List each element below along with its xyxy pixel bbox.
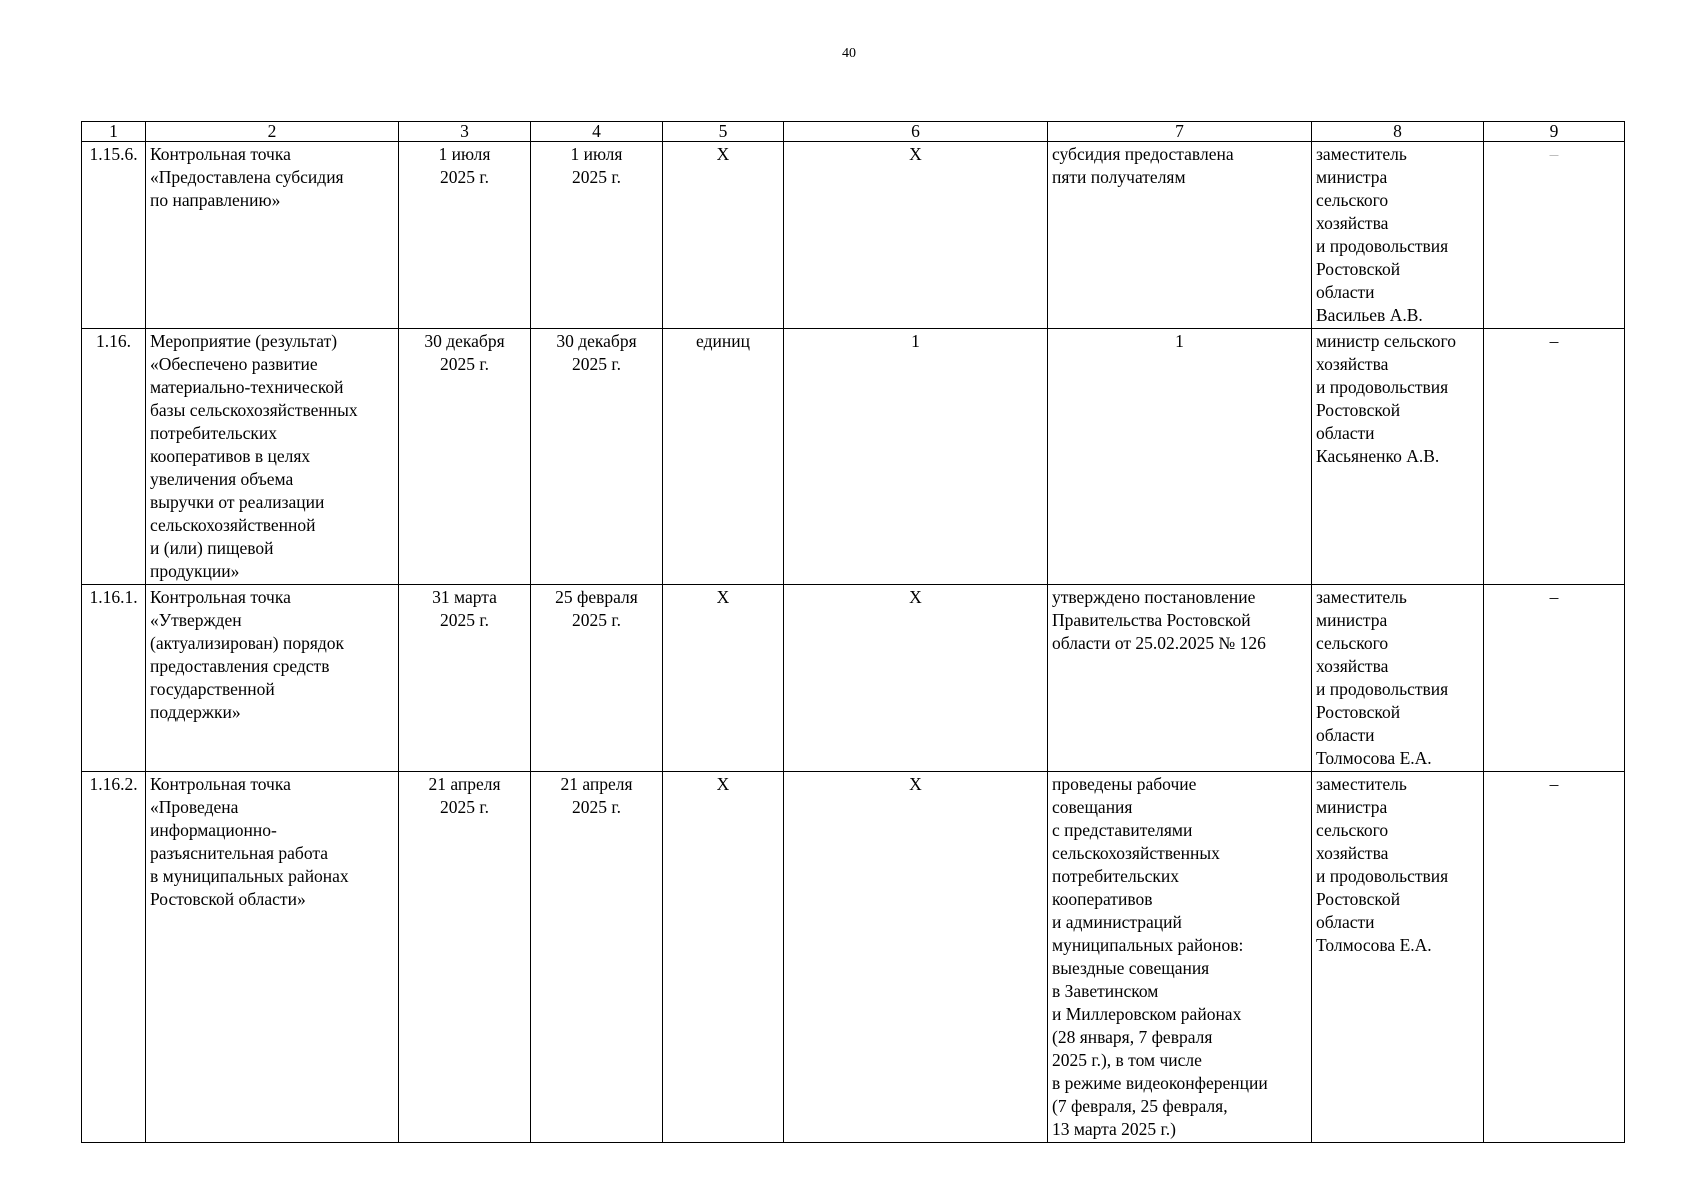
unit: единиц (663, 329, 784, 585)
fact-date: 1 июля 2025 г. (531, 142, 663, 329)
column-header: 3 (399, 122, 531, 142)
column-header: 2 (146, 122, 399, 142)
row-number: 1.16.2. (82, 772, 146, 1143)
plan-value: 1 (784, 329, 1048, 585)
report-table (81, 121, 1625, 1143)
plan-value: Х (784, 772, 1048, 1143)
responsible: министр сельского хозяйства и продовольствия Ростовской области Касьяненко А.В. (1312, 329, 1484, 585)
column-header: 1 (82, 122, 146, 142)
plan-value: Х (784, 585, 1048, 772)
column-header: 8 (1312, 122, 1484, 142)
row-number: 1.16.1. (82, 585, 146, 772)
plan-value: Х (784, 142, 1048, 329)
plan-date: 21 апреля 2025 г. (399, 772, 531, 1143)
plan-date: 31 марта 2025 г. (399, 585, 531, 772)
column-header: 6 (784, 122, 1048, 142)
fact-date: 25 февраля 2025 г. (531, 585, 663, 772)
header-row (82, 122, 1625, 142)
result: субсидия предоставлена пяти получателям (1048, 142, 1312, 329)
table-row (82, 329, 1625, 585)
column-header: 4 (531, 122, 663, 142)
note (1484, 585, 1625, 772)
note-value: – (1549, 331, 1559, 351)
row-name: Контрольная точка «Проведена информационно- разъяснительная работа в муниципальных районах Ростовской области» (146, 772, 399, 1143)
note (1484, 772, 1625, 1143)
note (1484, 329, 1625, 585)
result: 1 (1048, 329, 1312, 585)
page-number: 40 (842, 46, 856, 61)
responsible: заместитель министра сельского хозяйства и продовольствия Ростовской области Толмосова Е.А. (1312, 772, 1484, 1143)
plan-date: 30 декабря 2025 г. (399, 329, 531, 585)
fact-date: 30 декабря 2025 г. (531, 329, 663, 585)
table-row (82, 772, 1625, 1143)
fact-date: 21 апреля 2025 г. (531, 772, 663, 1143)
plan-date: 1 июля 2025 г. (399, 142, 531, 329)
responsible: заместитель министра сельского хозяйства и продовольствия Ростовской области Васильев А.В. (1312, 142, 1484, 329)
table-row (82, 585, 1625, 772)
column-header: 5 (663, 122, 784, 142)
column-header: 7 (1048, 122, 1312, 142)
result: проведены рабочие совещания с представителями сельскохозяйственных потребительских кооперативов и администраций муниципальных районов: выездные совещания в Заветинском и Миллеровском районах (28 января, 7 февраля 2025 г.), в том числе в режиме видеоконференции (7 февраля, 25 февраля, 13 марта 2025 г.) (1048, 772, 1312, 1143)
note (1484, 142, 1625, 329)
note-value: – (1549, 587, 1559, 607)
unit: Х (663, 585, 784, 772)
responsible: заместитель министра сельского хозяйства и продовольствия Ростовской области Толмосова Е.А. (1312, 585, 1484, 772)
row-name: Контрольная точка «Предоставлена субсидия по направлению» (146, 142, 399, 329)
result: утверждено постановление Правительства Ростовской области от 25.02.2025 № 126 (1048, 585, 1312, 772)
row-name: Мероприятие (результат) «Обеспечено развитие материально-технической базы сельскохозяйственных потребительских кооперативов в целях увеличения объема выручки от реализации сельскохозяйственной и (или) пищевой продукции» (146, 329, 399, 585)
row-name: Контрольная точка «Утвержден (актуализирован) порядок предоставления средств государственной поддержки» (146, 585, 399, 772)
table-row (82, 142, 1625, 329)
row-number: 1.16. (82, 329, 146, 585)
note-value: – (1549, 774, 1559, 794)
row-number: 1.15.6. (82, 142, 146, 329)
column-header: 9 (1484, 122, 1625, 142)
note-value: – (1549, 144, 1559, 164)
unit: Х (663, 142, 784, 329)
unit: Х (663, 772, 784, 1143)
